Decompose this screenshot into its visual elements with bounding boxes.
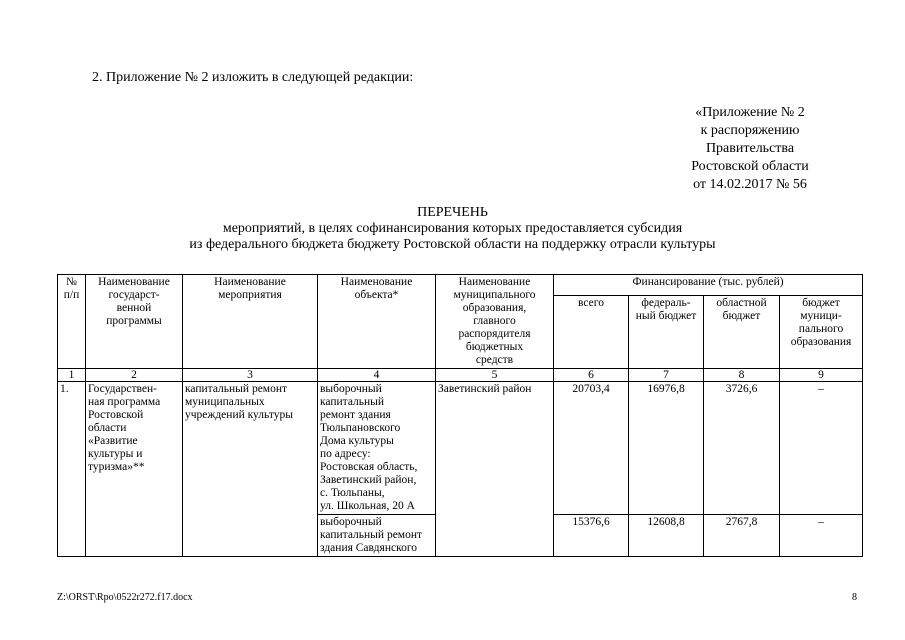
appendix-line: «Приложение № 2: [695, 105, 805, 120]
title-line: мероприятий, в целях софинансирования которых предоставляется субсидия: [222, 221, 683, 236]
row-municipal: Заветинский район: [436, 382, 554, 557]
row-federal: 12608,8: [629, 515, 704, 557]
column-number: 9: [780, 369, 863, 382]
column-number: 1: [58, 369, 86, 382]
column-number: 8: [704, 369, 780, 382]
page-number: 8: [852, 592, 857, 603]
file-path: Z:\ORST\Rpo\0522r272.f17.docx: [57, 592, 193, 603]
column-number: 2: [86, 369, 183, 382]
row-federal: 16976,8: [629, 382, 704, 515]
title-line: из федерального бюджета бюджету Ростовской области на поддержку отрасли культуры: [189, 237, 716, 252]
header-object: Наименование объекта*: [318, 275, 436, 369]
appendix-line: к распоряжению: [700, 123, 800, 138]
row-total: 15376,6: [554, 515, 629, 557]
intro-text: 2. Приложение № 2 изложить в следующей редакции:: [92, 70, 414, 85]
row-municipal-budget: –: [780, 515, 863, 557]
row-regional: 3726,6: [704, 382, 780, 515]
header-total: всего: [554, 296, 629, 369]
header-municipal-budget: бюджет муници- пального образования: [780, 296, 863, 369]
row-regional: 2767,8: [704, 515, 780, 557]
header-program: Наименование государст- венной программы: [86, 275, 183, 369]
column-number: 3: [183, 369, 318, 382]
header-event: Наименование мероприятия: [183, 275, 318, 369]
row-municipal-budget: –: [780, 382, 863, 515]
header-regional: областной бюджет: [704, 296, 780, 369]
appendix-line: Правительства: [705, 141, 795, 156]
document-title: [0, 205, 905, 253]
appendix-header: [660, 104, 840, 194]
column-number: 7: [629, 369, 704, 382]
financing-table: [57, 274, 863, 557]
row-object: выборочный капитальный ремонт здания Тюльпановского Дома культуры по адресу: Ростовская область, Заветинский район, с. Тюльпаны, ул. Школьная, 20 А: [318, 382, 436, 515]
table-row: [58, 382, 863, 515]
header-row: [58, 275, 863, 296]
row-program: Государствен- ная программа Ростовской области «Развитие культуры и туризма»**: [86, 382, 183, 557]
row-event: капитальный ремонт муниципальных учреждений культуры: [183, 382, 318, 557]
column-number: 5: [436, 369, 554, 382]
header-municipal: Наименование муниципального образования, главного распорядителя бюджетных средств: [436, 275, 554, 369]
header-financing: Финансирование (тыс. рублей): [554, 275, 863, 296]
title-heading: ПЕРЕЧЕНЬ: [417, 205, 488, 220]
row-num: 1.: [58, 382, 86, 557]
row-total: 20703,4: [554, 382, 629, 515]
column-number: 6: [554, 369, 629, 382]
header-num: № п/п: [58, 275, 86, 369]
column-number-row: [58, 369, 863, 382]
row-object: выборочный капитальный ремонт здания Савдянского: [318, 515, 436, 557]
appendix-line: Ростовской области: [691, 159, 809, 174]
column-number: 4: [318, 369, 436, 382]
appendix-line: от 14.02.2017 № 56: [693, 177, 807, 192]
header-federal: федераль- ный бюджет: [629, 296, 704, 369]
